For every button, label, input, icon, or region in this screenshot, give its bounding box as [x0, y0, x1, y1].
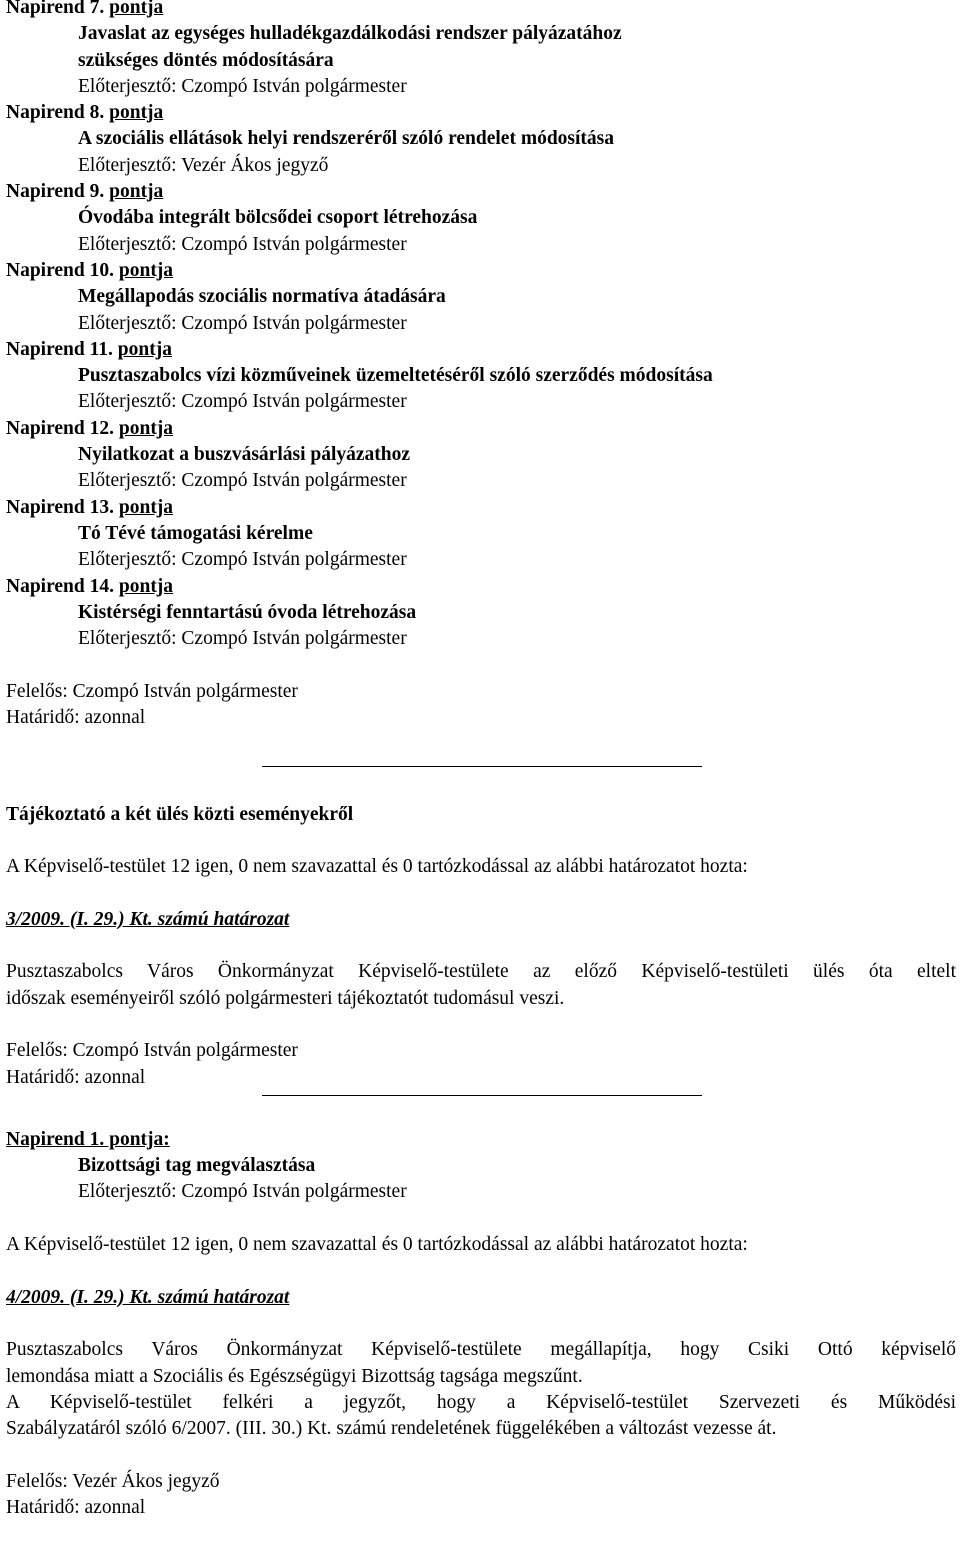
heading-suffix: pontja: [109, 0, 164, 18]
vote-statement: A Képviselő-testület 12 igen, 0 nem szavazattal és 0 tartózkodással az alábbi határozatot hozta:: [6, 1234, 748, 1256]
divider: [6, 758, 956, 788]
heading-suffix: pontja: [118, 575, 174, 597]
spacer: [6, 652, 956, 678]
responsible-line: Felelős: Czompó István polgármester: [6, 680, 298, 702]
agenda-presenter: Előterjesztő: Vezér Ákos jegyző: [78, 154, 329, 176]
section-title: Tájékoztató a két ülés közti eseményekről: [6, 803, 354, 825]
responsible-line: Felelős: Czompó István polgármester: [6, 1040, 298, 1062]
resolution-text-line: Pusztaszabolcs Város Önkormányzat Képviselő-testülete megállapítja, hogy Csiki Ottó képviselő: [6, 1339, 956, 1361]
heading-suffix: pontja: [118, 259, 174, 281]
agenda-title: Javaslat az egységes hulladékgazdálkodási rendszer pályázatához: [78, 23, 622, 45]
agenda-item-7: [6, 0, 956, 100]
heading-suffix: pontja: [118, 417, 174, 439]
heading-suffix: pontja: [109, 181, 164, 203]
spacer: [6, 1442, 956, 1468]
agenda-item-1-section: [6, 1127, 956, 1521]
heading-prefix: Napirend 14.: [6, 575, 119, 597]
agenda-item-12: [6, 416, 956, 495]
responsible-line: Felelős: Vezér Ákos jegyző: [6, 1470, 220, 1492]
agenda-heading: [6, 574, 956, 600]
spacer: [6, 828, 956, 854]
resolution-text-line: A Képviselő-testület felkéri a jegyzőt, hogy a Képviselő-testület Szervezeti és Működési: [6, 1391, 956, 1413]
agenda-presenter: Előterjesztő: Czompó István polgármester: [78, 470, 407, 492]
agenda-title: Óvodába integrált bölcsődei csoport létrehozása: [78, 207, 478, 229]
agenda-heading: [6, 258, 956, 284]
agenda-presenter: Előterjesztő: Czompó István polgármester: [78, 312, 407, 334]
agenda-list: [6, 0, 956, 652]
agenda-presenter: Előterjesztő: Czompó István polgármester: [78, 549, 407, 571]
vote-statement: A Képviselő-testület 12 igen, 0 nem szavazattal és 0 tartózkodással az alábbi határozatot hozta:: [6, 856, 748, 878]
heading-suffix: pontja: [117, 338, 172, 360]
agenda-presenter: Előterjesztő: Czompó István polgármester: [78, 628, 407, 650]
agenda-presenter: Előterjesztő: Czompó István polgármester: [78, 391, 407, 413]
spacer: [6, 788, 956, 802]
resolution-text-line: Pusztaszabolcs Város Önkormányzat Képviselő-testülete az előző Képviselő-testületi ülés óta eltelt: [6, 961, 956, 983]
agenda-heading: [6, 495, 956, 521]
spacer: [6, 1113, 956, 1127]
resolution-text-line: időszak eseményeiről szóló polgármesteri tájékoztatót tudomásul veszi.: [6, 987, 565, 1009]
agenda-heading: [6, 337, 956, 363]
agenda-item-9: [6, 179, 956, 258]
agenda-title: Megállapodás szociális normatíva átadására: [78, 286, 446, 308]
agenda-presenter: Előterjesztő: Czompó István polgármester: [78, 75, 407, 97]
heading-prefix: Napirend 10.: [6, 259, 119, 281]
heading-suffix: pontja: [118, 496, 174, 518]
agenda-title: Bizottsági tag megválasztása: [78, 1155, 316, 1177]
deadline-line: Határidő: azonnal: [6, 707, 146, 729]
deadline-line: Határidő: azonnal: [6, 1066, 146, 1088]
heading-prefix: Napirend 9.: [6, 181, 110, 203]
report-section: [6, 802, 956, 1091]
resolution-text-line: lemondása miatt a Szociális és Egészségügyi Bizottság tagsága megszűnt.: [6, 1365, 583, 1387]
agenda-title: Kistérségi fenntartású óvoda létrehozása: [78, 601, 417, 623]
agenda-heading: [6, 0, 956, 21]
agenda-item-10: [6, 258, 956, 337]
resolution-number: 4/2009. (I. 29.) Kt. számú határozat: [6, 1286, 290, 1308]
agenda-item-11: [6, 337, 956, 416]
spacer: [6, 1311, 956, 1337]
agenda-title: szükséges döntés módosítására: [78, 49, 334, 71]
spacer: [6, 1258, 956, 1284]
heading-prefix: Napirend 7.: [6, 0, 110, 18]
agenda-title: A szociális ellátások helyi rendszeréről szóló rendelet módosítása: [78, 128, 615, 150]
divider: [6, 1091, 956, 1113]
heading-suffix: pontja: [109, 102, 164, 124]
heading-prefix: Napirend 11.: [6, 338, 118, 360]
heading-prefix: Napirend 12.: [6, 417, 119, 439]
agenda-heading: [6, 179, 956, 205]
deadline-line: Határidő: azonnal: [6, 1497, 146, 1519]
spacer: [6, 933, 956, 959]
agenda-title: Pusztaszabolcs vízi közműveinek üzemeltetéséről szóló szerződés módosítása: [78, 365, 713, 387]
document-page: [6, 0, 956, 1521]
agenda-item-14: [6, 574, 956, 653]
spacer: [6, 731, 956, 757]
agenda-heading: [6, 416, 956, 442]
agenda-title: Nyilatkozat a buszvásárlási pályázathoz: [78, 444, 411, 466]
resolution-number: 3/2009. (I. 29.) Kt. számú határozat: [6, 908, 290, 930]
agenda-item-8: [6, 100, 956, 179]
heading-prefix: Napirend 8.: [6, 102, 110, 124]
agenda-heading: Napirend 1. pontja:: [6, 1128, 170, 1150]
resolution-text-line: Szabályzatáról szóló 6/2007. (III. 30.) Kt. számú rendeletének függelékében a változást vezesse át.: [6, 1418, 777, 1440]
agenda-presenter: Előterjesztő: Czompó István polgármester: [78, 233, 407, 255]
heading-prefix: Napirend 13.: [6, 496, 119, 518]
agenda-presenter: Előterjesztő: Czompó István polgármester: [78, 1181, 407, 1203]
agenda-heading: [6, 100, 956, 126]
spacer: [6, 881, 956, 907]
agenda-item-13: [6, 495, 956, 574]
spacer: [6, 1206, 956, 1232]
agenda-title: Tó Tévé támogatási kérelme: [78, 522, 313, 544]
spacer: [6, 1012, 956, 1038]
